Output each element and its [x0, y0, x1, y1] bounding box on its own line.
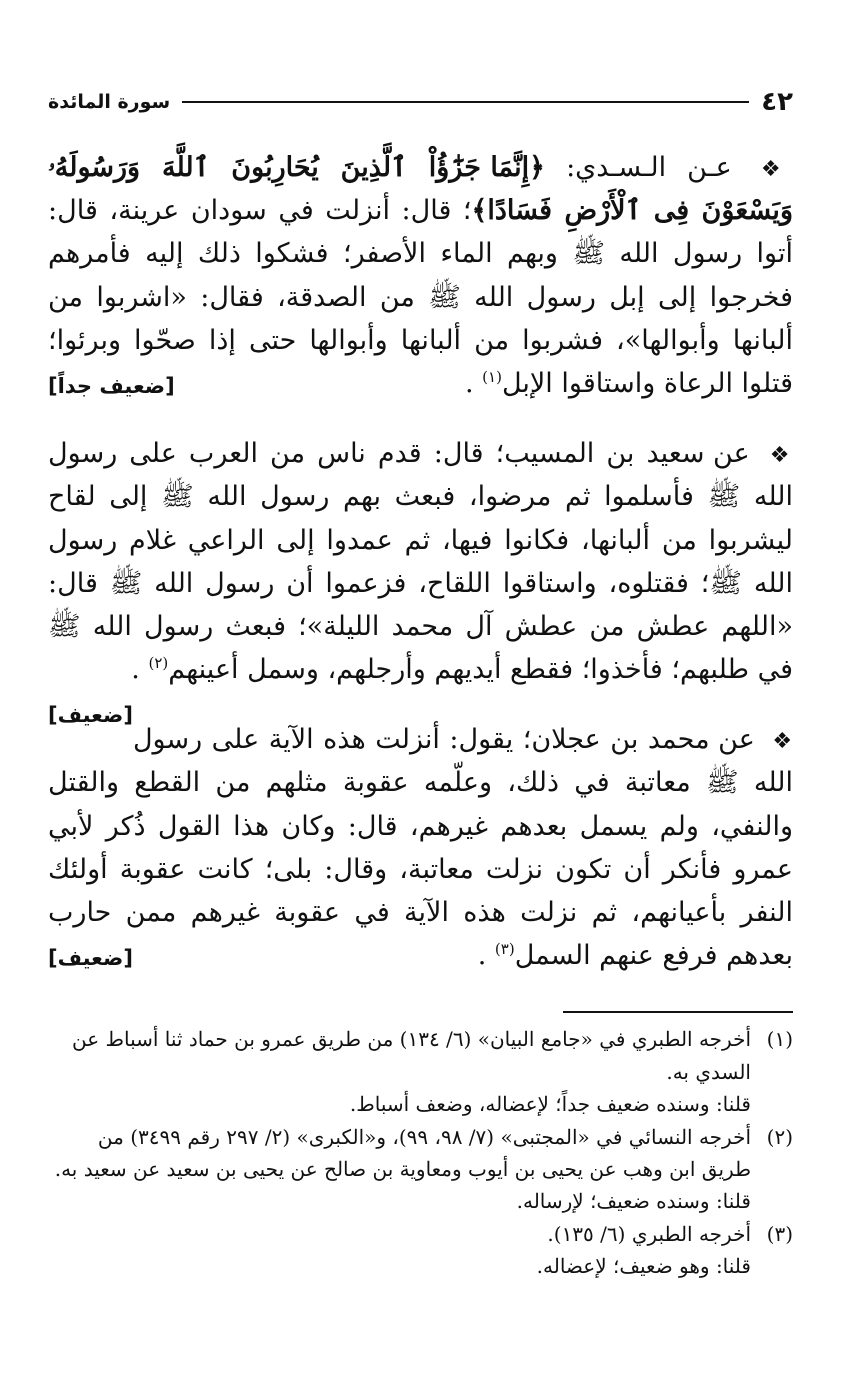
header-rule: [182, 101, 749, 103]
footnote-number: (٢): [766, 1124, 793, 1149]
footnote-item: [48, 1121, 793, 1186]
footnote-note: قلنا: وسنده ضعيف جداً؛ لإعضاله، وضعف أسباط.: [349, 1092, 751, 1117]
footnote-rule: [563, 1011, 793, 1013]
page-number: ٤٢: [761, 87, 793, 117]
footnote-ref: (٢): [148, 654, 169, 673]
footnote-number: (٣): [766, 1221, 793, 1246]
footnote-text: أخرجه الطبري في «جامع البيان» (٦/ ١٣٤) من طريق عمرو بن حماد ثنا أسباط عن السدي به.: [71, 1027, 751, 1084]
surah-title: سورة المائدة: [48, 91, 171, 113]
book-page: [48, 84, 793, 1344]
footnote-text: أخرجه الطبري (٦/ ١٣٥).: [547, 1221, 751, 1246]
bullet-ornament-icon: ❖: [772, 729, 793, 755]
hadith-text: ؛ قال: أنزلت في سودان عرينة، قال: أتوا رسول الله ﷺ وبهم الماء الأصفر؛ فشكوا ذلك إليه فأمرهم فخرجوا إلى إبل رسول الله ﷺ من الصدقة، فقال: «اشربوا من ألبانها وأبوالها»، فشربوا من ألبانها وأبوالها حتى إذا صحّوا وبرئوا؛ قتلوا الرعاة واستاقوا الإبل: [48, 195, 793, 399]
hadith-text: عن محمد بن عجلان؛ يقول: أنزلت هذه الآية على رسول الله ﷺ معاتبة في ذلك، وعلّمه عقوبة مثلهم من القطع والقتل والنفي، ولم يسمل بعدهم غيرهم، قال: وكان هذا القول ذُكر لأبي عمرو فأنكر أن تكون نزلت معاتبة، وقال: بلى؛ كانت عقوبة أولئك النفر بأعيانهم، ثم نزلت هذه الآية في عقوبة غيرهم ممن حارب بعدهم فرفع عنهم السمل: [48, 724, 793, 972]
footnote-ref: (٣): [494, 940, 515, 959]
hadith-paragraph: [48, 146, 793, 405]
grade-label: [ضعيف]: [48, 703, 133, 728]
footnote-item: [48, 1023, 793, 1088]
footnote-ref: (١): [482, 367, 502, 386]
hadith-paragraph: [48, 432, 793, 728]
footnotes: [48, 1023, 793, 1282]
bullet-ornament-icon: ❖: [769, 443, 793, 469]
bullet-ornament-icon: ❖: [760, 157, 793, 182]
hadith-intro: عـن الـسـدي:: [566, 152, 732, 183]
hadith-end: .: [477, 940, 487, 972]
footnote-note: قلنا: وهو ضعيف؛ لإعضاله.: [536, 1254, 751, 1279]
footnote-note: قلنا: وسنده ضعيف؛ لإرساله.: [516, 1189, 751, 1214]
page-header: [48, 84, 793, 120]
grade-label: [ضعيف جداً]: [48, 373, 175, 398]
footnote-number: (١): [766, 1027, 793, 1052]
grade-label: [ضعيف]: [48, 946, 133, 971]
hadith-end: .: [131, 654, 140, 686]
quran-verse: ﴿إِنَّمَا جَزَٰٓؤُاْ ٱلَّذِينَ يُحَارِبُونَ ٱللَّهَ وَرَسُولَهُۥ وَيَسْعَوْنَ فِى ٱلْأَرْضِ فَسَادًا﴾: [48, 152, 793, 227]
footnote-item: [48, 1218, 793, 1250]
hadith-paragraph: [48, 718, 793, 977]
footnote-text: أخرجه النسائي في «المجتبى» (٧/ ٩٨، ٩٩)، و«الكبرى» (٢/ ٢٩٧ رقم ٣٤٩٩) من طريق ابن وهب عن يحيى بن أيوب ومعاوية بن صالح عن يحيى بن سعيد عن سعيد به.: [54, 1124, 751, 1181]
hadith-end: .: [464, 367, 474, 399]
hadith-text: عن سعيد بن المسيب؛ قال: قدم ناس من العرب على رسول الله ﷺ فأسلموا ثم مرضوا، فبعث بهم رسول الله ﷺ إلى لقاح ليشربوا من ألبانها، فكانوا فيها، ثم عمدوا إلى الراعي غلام رسول الله ﷺ؛ فقتلوه، واستاقوا اللقاح، فزعموا أن رسول الله ﷺ قال: «اللهم عطش من عطش آل محمد الليلة»؛ فبعث رسول الله ﷺ في طلبهم؛ فأخذوا؛ فقطع أيديهم وأرجلهم، وسمل أعينهم: [48, 438, 793, 686]
